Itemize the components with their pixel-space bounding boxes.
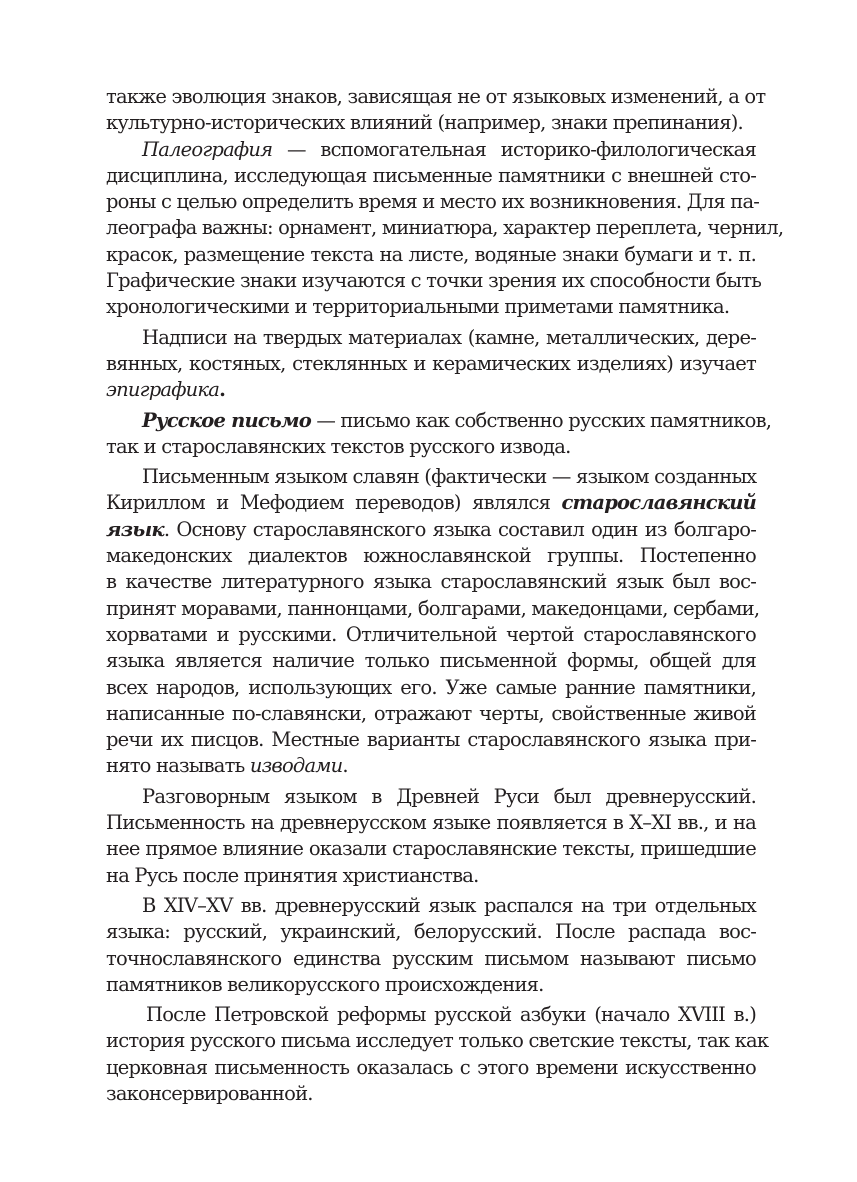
paragraph — [106, 464, 760, 780]
text-line — [106, 517, 756, 543]
text-line: языка: русский, украинский, белорусский. После распада вос- — [106, 920, 756, 944]
text-line: хронологическими и территориальными приметами памятника. — [106, 295, 730, 319]
text-line: культурно-исторических влияний (например, знаки препинания). — [106, 111, 743, 135]
paragraph — [106, 325, 756, 404]
text-line: красок, размещение текста на листе, водяные знаки бумаги и т. п. — [106, 242, 756, 266]
text-line: также эволюция знаков, зависящая не от языковых изменений, а от — [106, 85, 766, 108]
text-line: Письменность на древнерусском языке появляется в X–XI вв., и на — [106, 811, 756, 835]
text-line: история русского письма исследует только светские тексты, так как — [106, 1029, 769, 1053]
term-language: язык — [106, 517, 164, 541]
text-line: принят моравами, паннонцами, болгарами, македонцами, сербами, — [106, 596, 760, 620]
paragraph — [106, 137, 784, 321]
text-line: всех народов, использующих его. Уже самые ранние памятники, — [106, 675, 756, 699]
text-line: После Петровской реформы русской азбуки (начало XVIII в.) — [146, 1003, 756, 1027]
text-line — [106, 753, 756, 779]
term-russian-writing: Русское письмо — [142, 408, 311, 432]
text-line: македонских диалектов южнославянской группы. Постепенно — [106, 544, 756, 568]
text-line: языка является наличие только письменной формы, общей для — [106, 649, 756, 673]
line-rest: . — [342, 754, 348, 778]
text-line: Надписи на твердых материалах (камне, металлических, дере- — [142, 325, 756, 349]
term-izvody: изводами — [249, 754, 343, 778]
text-line: леографа важны: орнамент, миниатюра, характер переплета, чернил, — [106, 216, 784, 240]
text-line: точнославянского единства русским письмом называют письмо — [106, 946, 756, 970]
text-line: роны с целью определить время и место их возникновения. Для па- — [106, 190, 760, 214]
text-line: речи их писцов. Местные варианты старославянского языка при- — [106, 728, 756, 752]
term-old-church-slavonic: старославянский — [561, 491, 756, 515]
text-line — [106, 490, 756, 516]
line-lead: Кириллом и Мефодием переводов) являлся — [106, 491, 562, 515]
body-text — [106, 84, 784, 1107]
text-line: Письменным языком славян (фактически — языком созданных — [142, 465, 757, 489]
text-line: церковная письменность оказалась с этого времени искусственно — [106, 1055, 756, 1079]
paragraph — [106, 408, 772, 461]
term-paleography: Палеография — [142, 137, 273, 161]
text-line: памятников великорусского происхождения. — [106, 972, 544, 996]
text-line: Графические знаки изучаются с точки зрения их способности быть — [106, 269, 762, 293]
line-rest: — вспомогательная историко-филологическая — [272, 137, 756, 161]
paragraph — [106, 784, 756, 889]
paragraph — [106, 1002, 769, 1107]
text-line: хорватами и русскими. Отличительной чертой старославянского — [106, 622, 756, 646]
text-line: так и старославянских текстов русского извода. — [106, 434, 571, 458]
line-rest: — письмо как собственно русских памятников, — [310, 408, 772, 432]
paragraph — [106, 84, 766, 137]
text-line — [106, 137, 756, 163]
line-rest: . Основу старославянского языка составил один из болгаро- — [163, 517, 756, 541]
line-rest: . — [219, 378, 226, 402]
paragraph — [106, 893, 756, 998]
term-epigraphy: эпиграфика — [106, 378, 220, 402]
text-line: написанные по-славянски, отражают черты, свойственные живой — [106, 701, 756, 725]
line-lead: нято называть — [106, 754, 250, 778]
text-line: законсервированной. — [106, 1081, 313, 1105]
text-line: дисциплина, исследующая письменные памятники с внешней сто- — [106, 163, 756, 187]
text-line: Разговорным языком в Древней Руси был древнерусский. — [142, 784, 756, 808]
text-line: на Русь после принятия христианства. — [106, 863, 479, 887]
text-line: В XIV–XV вв. древнерусский язык распался на три отдельных — [142, 893, 756, 917]
text-line: нее прямое влияние оказали старославянские тексты, пришедшие — [106, 837, 756, 861]
text-line — [106, 377, 756, 403]
text-line: в качестве литературного языка старославянский язык был вос- — [106, 570, 756, 594]
text-line: вянных, костяных, стеклянных и керамических изделиях) изучает — [106, 351, 756, 375]
text-line — [106, 408, 772, 434]
